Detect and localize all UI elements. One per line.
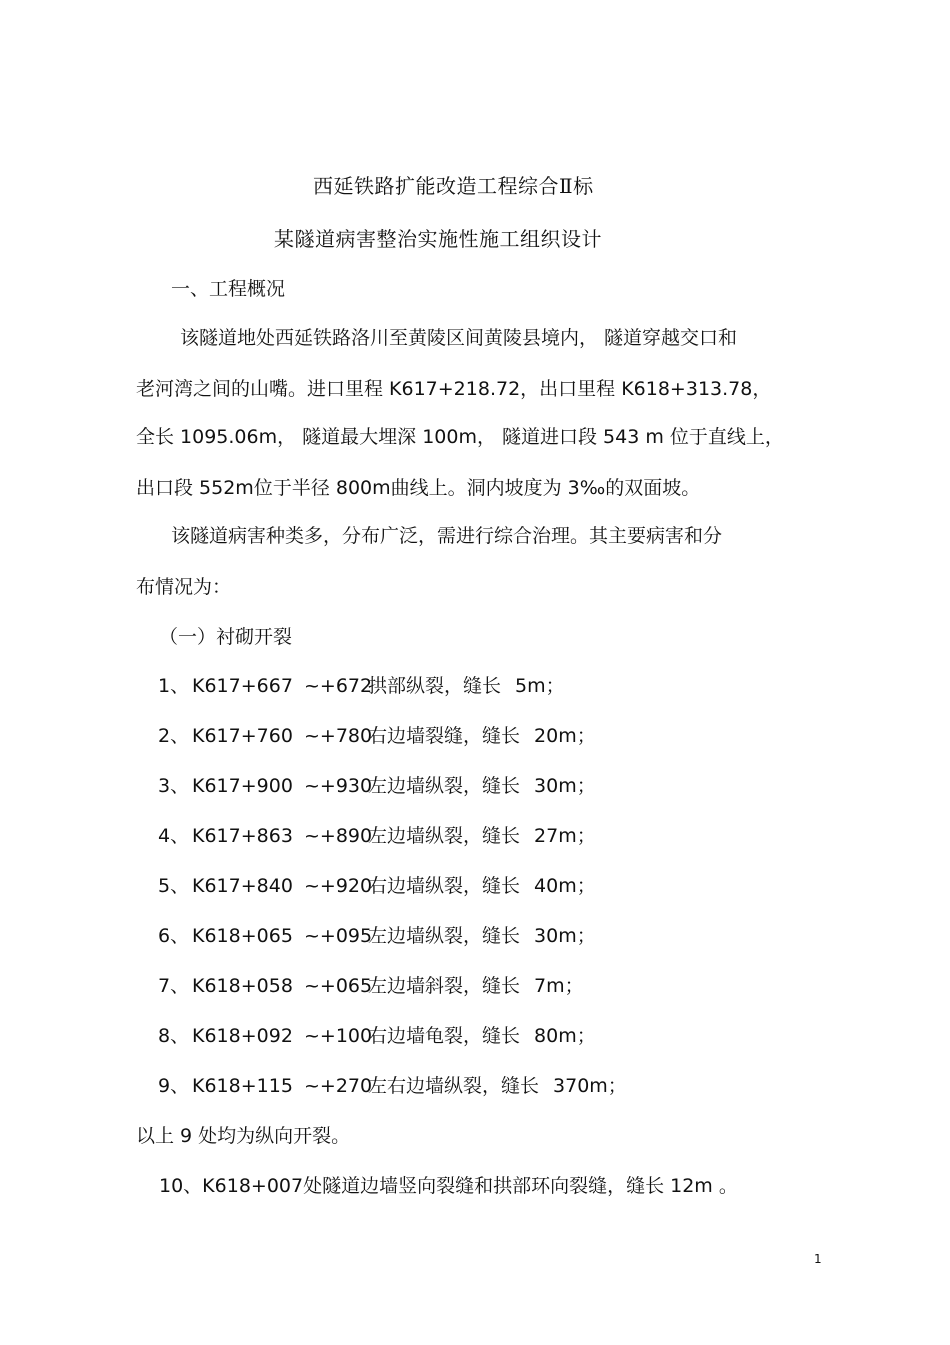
crack-item-description: 右边墙裂缝，缝长 — [368, 725, 521, 747]
intro-paragraph-line-2: 老河湾之间的山嘴。进口里程 K617+218.72，出口里程 K618+313.78， — [136, 378, 772, 400]
crack-item — [0, 724, 900, 748]
crack-item-description: 右边墙纵裂，缝长 — [368, 875, 521, 897]
crack-item-length: 80m； — [534, 1025, 596, 1047]
disease-paragraph-line-1: 该隧道病害种类多，分布广泛，需进行综合治理。其主要病害和分 — [171, 525, 723, 547]
crack-item-end: ~+672 — [304, 675, 373, 697]
crack-item-description: 左边墙斜裂，缝长 — [368, 975, 521, 997]
crack-item-length: 40m； — [534, 875, 596, 897]
crack-item-start: K618+058 — [192, 975, 293, 997]
crack-item-length: 30m； — [534, 925, 596, 947]
intro-paragraph-line-3: 全长 1095.06m， 隧道最大埋深 100m， 隧道进口段 543 m 位于直线上， — [136, 426, 784, 448]
crack-item-number: 7、 — [158, 975, 190, 997]
crack-item-start: K617+863 — [192, 825, 293, 847]
crack-item-start: K618+115 — [192, 1075, 293, 1097]
crack-item-end: ~+065 — [304, 975, 373, 997]
crack-item-start: K617+667 — [192, 675, 293, 697]
crack-item-start: K618+092 — [192, 1025, 293, 1047]
crack-item-number: 2、 — [158, 725, 190, 747]
summary-line: 以上 9 处均为纵向开裂。 — [136, 1125, 351, 1147]
crack-item-number: 3、 — [158, 775, 190, 797]
crack-item-length: 5m； — [515, 675, 565, 697]
document-title-line-1: 西延铁路扩能改造工程综合Ⅱ标 — [313, 174, 594, 198]
crack-item-number: 6、 — [158, 925, 190, 947]
subsection-heading: （一）衬砌开裂 — [159, 626, 293, 648]
crack-item-start: K617+840 — [192, 875, 293, 897]
section-heading: 一、工程概况 — [171, 278, 286, 300]
crack-item — [0, 924, 900, 948]
crack-item-description: 右边墙龟裂，缝长 — [368, 1025, 521, 1047]
crack-item-start: K618+065 — [192, 925, 293, 947]
crack-item-number: 4、 — [158, 825, 190, 847]
crack-item-description: 拱部纵裂，缝长 — [368, 675, 502, 697]
crack-item — [0, 774, 900, 798]
crack-item — [0, 824, 900, 848]
disease-paragraph-line-2: 布情况为： — [136, 576, 232, 598]
crack-item-length: 370m； — [553, 1075, 627, 1097]
crack-item — [0, 874, 900, 898]
crack-item-end: ~+890 — [304, 825, 373, 847]
crack-item-length: 27m； — [534, 825, 596, 847]
intro-paragraph-line-1: 该隧道地处西延铁路洛川至黄陵区间黄陵县境内， 隧道穿越交口和 — [180, 327, 738, 349]
document-title-line-2: 某隧道病害整治实施性施工组织设计 — [274, 227, 602, 251]
crack-item — [0, 974, 900, 998]
crack-item-length: 20m； — [534, 725, 596, 747]
page-number: 1 — [814, 1252, 822, 1266]
crack-item-end: ~+920 — [304, 875, 373, 897]
crack-item — [0, 674, 900, 698]
crack-item-number: 5、 — [158, 875, 190, 897]
crack-item-number: 1、 — [158, 675, 190, 697]
crack-item-number: 8、 — [158, 1025, 190, 1047]
crack-item-length: 30m； — [534, 775, 596, 797]
crack-item-end: ~+930 — [304, 775, 373, 797]
crack-item — [0, 1024, 900, 1048]
crack-item-start: K617+760 — [192, 725, 293, 747]
crack-item-description: 左边墙纵裂，缝长 — [368, 775, 521, 797]
crack-item-end: ~+095 — [304, 925, 373, 947]
crack-item-end: ~+780 — [304, 725, 373, 747]
crack-item-length: 7m； — [534, 975, 584, 997]
intro-paragraph-line-4: 出口段 552m位于半径 800m曲线上。洞内坡度为 3‰的双面坡。 — [136, 477, 701, 499]
crack-item-start: K617+900 — [192, 775, 293, 797]
crack-item-description: 左边墙纵裂，缝长 — [368, 825, 521, 847]
crack-item-number: 9、 — [158, 1075, 190, 1097]
crack-item-description: 左边墙纵裂，缝长 — [368, 925, 521, 947]
item-10-line: 10、K618+007处隧道边墙竖向裂缝和拱部环向裂缝，缝长 12m 。 — [159, 1175, 738, 1197]
crack-item-description: 左右边墙纵裂，缝长 — [368, 1075, 540, 1097]
crack-item — [0, 1074, 900, 1098]
crack-item-end: ~+100 — [304, 1025, 373, 1047]
crack-item-end: ~+270 — [304, 1075, 373, 1097]
